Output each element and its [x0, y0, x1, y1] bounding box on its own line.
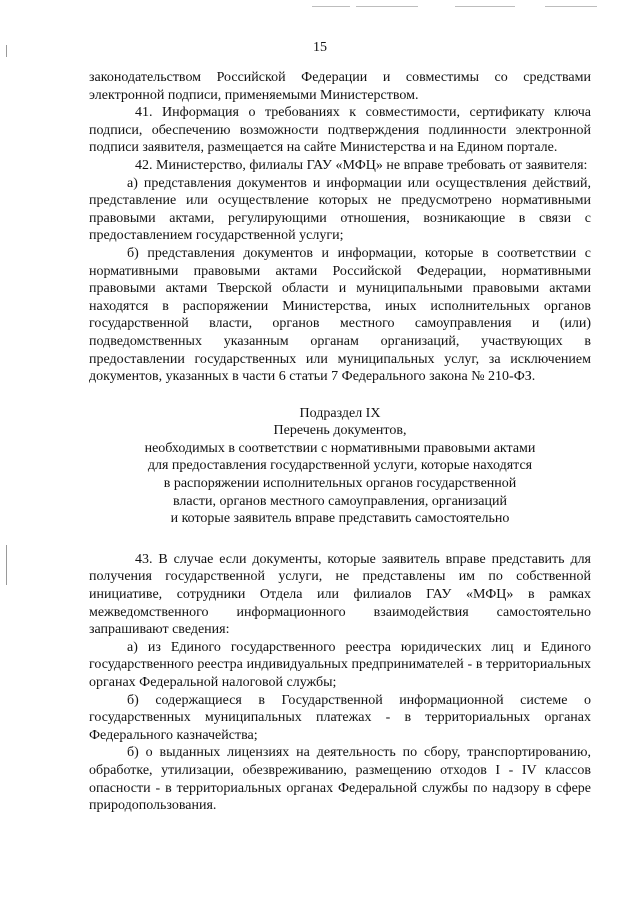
heading-line: Перечень документов, [273, 423, 407, 439]
scan-edge-mark [6, 545, 7, 585]
heading-line: в распоряжении исполнительных органов государственной [163, 476, 517, 492]
heading-line: для предоставления государственной услуги, которые находятся [147, 458, 533, 474]
page-number: 15 [313, 40, 327, 55]
heading-line: Подраздел IX [299, 405, 381, 421]
scan-edge-line [545, 6, 597, 7]
scan-edge-line [312, 6, 350, 7]
paragraph: б) о выданных лицензиях на деятельность по сбору, транспортированию, обработке, утилизации, обезвреживанию, размещению отходов I - IV классов опасности - в территориальных органах Федеральной службы по надзору в сфере природопользования. [89, 745, 591, 814]
paragraph: а) представления документов и информации или осуществления действий, представление или осуществление которых не предусмотрено нормативными правовыми актами, регулирующими отношения, возникающие в связи с предоставлением государственной услуги; [89, 175, 591, 244]
paragraph: 41. Информация о требованиях к совместимости, сертификату ключа подписи, обеспечению возможности подтверждения подлинности электронной подписи заявителя, размещается на сайте Министерства и на Едином портале. [89, 105, 591, 156]
document-body [89, 69, 591, 815]
section-heading [89, 405, 591, 528]
paragraph: б) представления документов и информации, которые в соответствии с нормативными правовыми актами Российской Федерации, нормативными правовыми актами Тверской области и муниципальными правовыми актами находятся в распоряжении Министерства, иных исполнительных органов государственной власти, органов местного самоуправления и (или) подведомственных указанным органам организаций, участвующих в предоставлении государственных или муниципальных услуг, за исключением документов, указанных в части 6 статьи 7 Федерального закона № 210-ФЗ. [89, 245, 591, 385]
paragraph: б) содержащиеся в Государственной информационной системе о государственных муниципальных платежах - в территориальных органах Федерального казначейства; [89, 692, 591, 743]
heading-line: власти, органов местного самоуправления, организаций [173, 493, 507, 509]
paragraph: законодательством Российской Федерации и совместимы со средствами электронной подписи, применяемыми Министерством. [89, 70, 591, 103]
paragraph: а) из Единого государственного реестра юридических лиц и Единого государственного реестра индивидуальных предпринимателей - в территориальных органах Федеральной налоговой службы; [89, 639, 591, 690]
paragraph: 43. В случае если документы, которые заявитель вправе представить для получения государственной услуги, не представлены им по собственной инициативе, сотрудники Отдела или филиалов ГАУ «МФЦ» в рамках межведомственного информационного взаимодействия самостоятельно запрашивают сведения: [89, 551, 591, 638]
paragraph: 42. Министерство, филиалы ГАУ «МФЦ» не вправе требовать от заявителя: [135, 157, 588, 173]
heading-line: и которые заявитель вправе представить самостоятельно [170, 511, 510, 527]
scan-edge-line [356, 6, 418, 7]
scan-edge-line [455, 6, 515, 7]
heading-line: необходимых в соответствии с нормативными правовыми актами [144, 440, 536, 456]
